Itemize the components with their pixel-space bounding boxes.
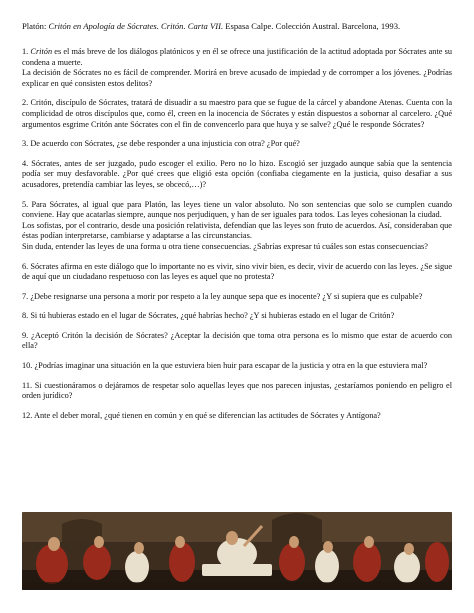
question-line: Para Sócrates, al igual que para Platón, las leyes tiene un valor absoluto. No son sentencias que solo se cumplen cuando conviene. Hay que acatarlas siempre, aunque nos perjudiquen, y han de ser iguales para todos. Las leyes cohesionan la ciudad. [22,199,453,220]
question-number: 4. [22,158,29,168]
question-number: 11. [22,380,33,390]
question-line: Si cuestionáramos o dejáramos de respetar solo aquellas leyes que nos parecen injustas, ¿estaríamos poniendo en peligro el orden jurídico? [22,380,452,401]
question-lead-title: Critón [30,47,53,56]
question-number: 10. [22,361,33,371]
question-number: 2. [22,98,29,108]
question-text [22,98,452,130]
question-line: Ante el deber moral, ¿qué tienen en común y en qué se diferencian las actitudes de Sócrates y Antígona? [34,410,381,420]
question-item [22,361,452,372]
header-publisher: Espasa Calpe. Colección Austral. Barcelona, 1993. [225,21,401,31]
question-line: ¿Aceptó Critón la decisión de Sócrates? ¿Aceptar la decisión que toma otra persona es lo mismo que estar de acuerdo con ella? [22,330,452,351]
question-text [22,68,452,89]
header-author: Platón: [22,21,47,31]
question-text [22,139,452,150]
question-text [22,361,452,372]
question-item [22,200,452,253]
question-text [22,47,452,68]
document-header [22,21,452,32]
question-number: 6. [22,261,29,271]
question-number: 12. [22,410,33,420]
question-number: 7. [22,291,29,301]
question-line: ¿Debe resignarse una persona a morir por respeto a la ley aunque sepa que es inocente? ¿Y si supiera que es culpable? [30,291,423,301]
question-line: Sócrates afirma en este diálogo que lo importante no es vivir, sino vivir bien, es decir, vivir de acuerdo con las leyes. ¿Se sigue de aquí que un ciudadano respetuoso con las leyes es aquel que no protesta? [22,261,452,282]
question-item [22,331,452,352]
question-text [22,242,452,253]
question-number: 1. [22,47,29,56]
question-number: 8. [22,311,29,321]
question-text [22,262,452,283]
question-line: De acuerdo con Sócrates, ¿se debe responder a una injusticia con otra? ¿Por qué? [30,139,300,149]
death-of-socrates-painting [22,512,452,590]
question-line: Los sofistas, por el contrario, desde una posición relativista, defendían que las leyes son fruto de acuerdos. Así, consideraban que éstas podían interpretarse, cambiarse y adaptarse a las circunstancias. [22,220,452,241]
question-item [22,411,452,422]
question-text [22,311,452,322]
question-line: es el más breve de los diálogos platónicos y en él se ofrece una justificación de la actitud adoptada por Sócrates ante su condena a muerte. [22,47,452,67]
question-number: 5. [22,199,29,209]
question-line: ¿Podrías imaginar una situación en la que estuviera bien huir para escapar de la justicia y otra en la que estuviera mal? [34,361,428,371]
question-line: La decisión de Sócrates no es fácil de comprender. Morirá en breve acusado de impiedad y de corromper a los jóvenes. ¿Podrías explicar en qué consisten estos delitos? [22,68,452,88]
question-number: 3. [22,139,29,149]
question-item [22,262,452,283]
question-text [22,331,452,352]
question-line: Sin duda, entender las leyes de una forma u otra tiene consecuencias. ¿Sabrías expresar tú cuáles son estas consecuencias? [22,241,428,251]
question-item [22,139,452,150]
question-number: 9. [22,330,29,340]
question-text [22,200,452,221]
header-works: Critón en Apología de Sócrates. Critón. Carta VII. [48,21,224,31]
question-item [22,98,452,130]
question-line: Critón, discípulo de Sócrates, tratará de disuadir a su maestro para que se fugue de la cárcel y abandone Atenas. Cuenta con la complicidad de otros discípulos que, como él, creen en la inocencia de Sócrates y están dispuestos a sobornar al carcelero. ¿Qué argumentos esgrime Critón ante Sócrates con el fin de convencerlo para que huya y se salve? ¿Qué le responde Sócrates? [22,98,452,129]
question-text [22,411,452,422]
question-item [22,47,452,89]
question-text [22,221,452,242]
question-item [22,292,452,303]
question-item [22,311,452,322]
question-item [22,381,452,402]
question-text [22,159,452,191]
question-text [22,292,452,303]
question-line: Sócrates, antes de ser juzgado, pudo escoger el exilio. Pero no lo hizo. Escogió ser juzgado aunque sabía que la sentencia podía ser muy desfavorable. ¿Por qué crees que eligió esta opción (confiaba ciegamente en la justicia, quiso desafiar a sus acusadores, pretendía cambiar las leyes, se obcecó,…)? [22,158,452,189]
question-list [22,47,452,421]
painting-image [22,512,452,590]
question-item [22,159,452,191]
question-line: Si tú hubieras estado en el lugar de Sócrates, ¿qué habrías hecho? ¿Y si hubieras estado en el lugar de Critón? [30,311,395,321]
question-text [22,381,452,402]
